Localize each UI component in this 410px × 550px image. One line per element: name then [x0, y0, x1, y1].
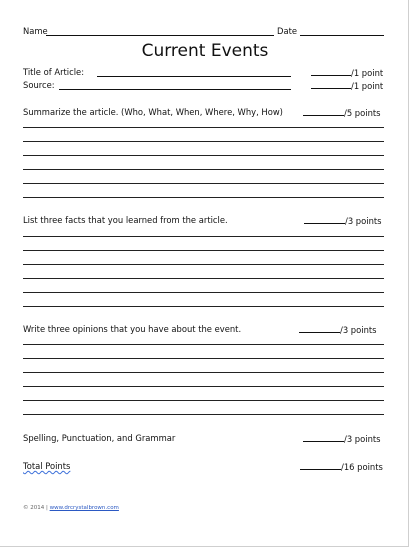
- opinions-answer-line[interactable]: [23, 372, 384, 373]
- opinions-points: [299, 324, 377, 335]
- score-blank[interactable]: [311, 80, 351, 89]
- points-label: /3 points: [344, 434, 381, 444]
- total-points: [300, 461, 383, 472]
- article-title-label: Title of Article:: [23, 67, 85, 77]
- grammar-points: [303, 433, 381, 444]
- opinions-answer-line[interactable]: [23, 414, 384, 415]
- facts-answer-line[interactable]: [23, 264, 384, 265]
- points-label: /5 points: [344, 108, 381, 118]
- opinions-answer-line[interactable]: [23, 358, 384, 359]
- score-blank[interactable]: [299, 324, 340, 333]
- article-title-line[interactable]: [97, 76, 291, 77]
- facts-points: [304, 215, 382, 226]
- points-label: /1 point: [351, 68, 384, 78]
- source-points: [311, 80, 383, 91]
- score-blank[interactable]: [304, 215, 345, 224]
- name-line[interactable]: [46, 35, 274, 36]
- facts-answer-line[interactable]: [23, 306, 384, 307]
- source-line[interactable]: [59, 89, 291, 90]
- opinions-answer-line[interactable]: [23, 400, 384, 401]
- points-label: /16 points: [341, 462, 383, 472]
- page-title: Current Events: [141, 41, 269, 61]
- name-label: Name: [23, 26, 48, 36]
- score-blank[interactable]: [300, 461, 341, 470]
- summary-answer-line[interactable]: [23, 169, 384, 170]
- points-label: /3 points: [345, 216, 382, 226]
- facts-answer-line[interactable]: [23, 292, 384, 293]
- opinions-answer-line[interactable]: [23, 344, 384, 345]
- summary-prompt: Summarize the article. (Who, What, When, Where, Why, How): [23, 107, 283, 117]
- article-title-points: [311, 67, 383, 78]
- summary-answer-line[interactable]: [23, 141, 384, 142]
- total-label: Total Points: [23, 461, 71, 471]
- date-label: Date: [277, 26, 298, 36]
- website-link[interactable]: www.drcrystalbrown.com: [49, 505, 119, 511]
- points-label: /3 points: [340, 325, 377, 335]
- date-line[interactable]: [300, 35, 384, 36]
- grammar-label: Spelling, Punctuation, and Grammar: [23, 433, 176, 443]
- summary-points: [303, 107, 381, 118]
- summary-answer-line[interactable]: [23, 197, 384, 198]
- facts-answer-line[interactable]: [23, 236, 384, 237]
- facts-answer-line[interactable]: [23, 278, 384, 279]
- facts-prompt: List three facts that you learned from the article.: [23, 215, 228, 225]
- score-blank[interactable]: [303, 107, 344, 116]
- score-blank[interactable]: [311, 67, 351, 76]
- source-label: Source:: [23, 80, 55, 90]
- copyright-text: © 2014 |: [23, 505, 50, 511]
- facts-answer-line[interactable]: [23, 250, 384, 251]
- opinions-prompt: Write three opinions that you have about the event.: [23, 324, 242, 334]
- footer: [23, 505, 119, 512]
- summary-answer-line[interactable]: [23, 155, 384, 156]
- opinions-answer-line[interactable]: [23, 386, 384, 387]
- points-label: /1 point: [351, 81, 384, 91]
- score-blank[interactable]: [303, 433, 344, 442]
- summary-answer-line[interactable]: [23, 183, 384, 184]
- summary-answer-line[interactable]: [23, 127, 384, 128]
